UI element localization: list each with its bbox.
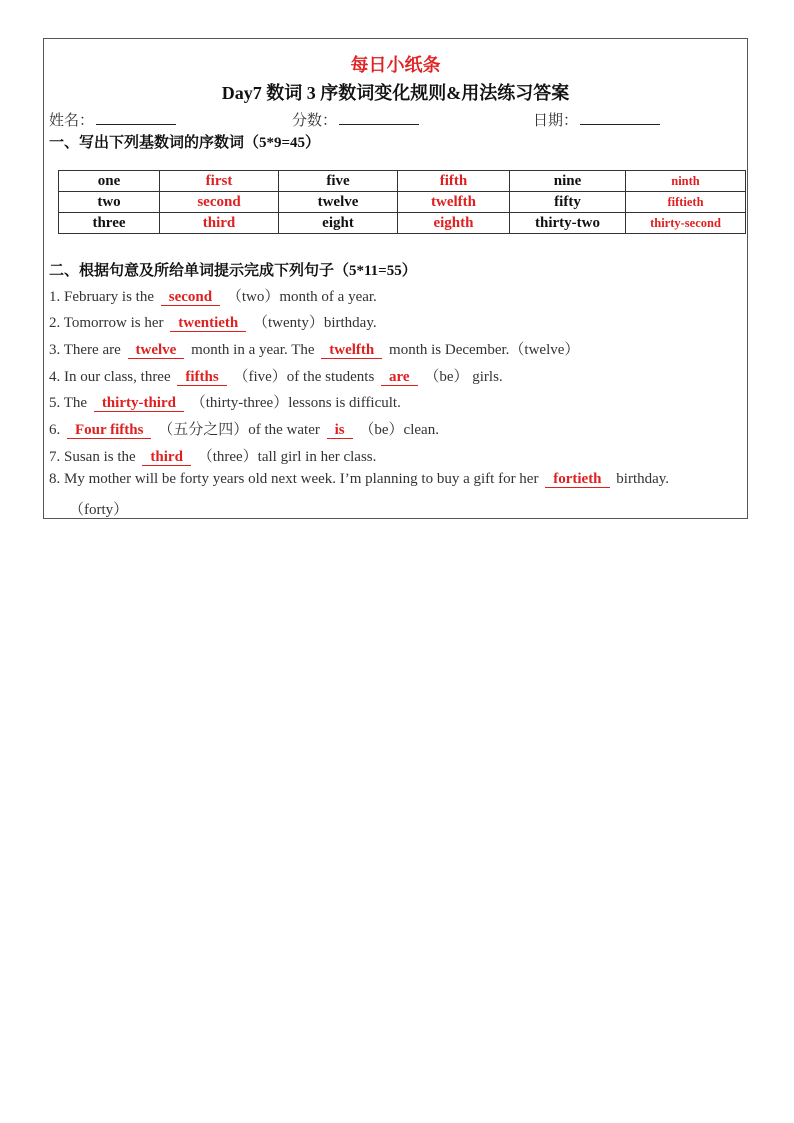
cardinal-cell: nine [510,171,626,192]
ordinal-answer-cell: first [160,171,279,192]
answer-blank: twentieth [170,316,246,332]
sentence-text: 4. In our class, three [49,369,171,385]
ordinal-answer-cell: ninth [626,171,746,192]
sentence-text: （five）of the students [233,369,375,385]
ordinal-answer-cell: fifth [398,171,510,192]
worksheet-title: 每日小纸条 [350,55,441,75]
ordinal-answer-cell: twelfth [398,192,510,213]
cardinal-cell: three [59,213,160,234]
date-label: 日期： [533,113,579,129]
sentence-6 [49,418,439,439]
table-row [59,171,746,192]
sentence-text: month in a year. The [191,342,315,358]
sentence-8-continued [69,498,128,519]
name-blank[interactable] [96,110,176,125]
sentence-text: 5. The [49,395,88,411]
sentence-text: （two）month of a year. [226,289,377,305]
sentence-3 [49,338,579,359]
sentence-8 [49,471,669,488]
sentence-text: （twenty）birthday. [253,315,377,331]
worksheet [43,38,748,519]
ordinal-table [58,170,746,234]
date-blank[interactable] [580,110,660,125]
name-label: 姓名： [49,113,95,129]
section2-heading: 二、根据句意及所给单词提示完成下列句子（5*11=55） [49,263,417,279]
sentence-text: （three）tall girl in her class. [197,449,377,465]
cardinal-cell: twelve [279,192,398,213]
cardinal-cell: five [279,171,398,192]
sentence-1 [49,285,377,306]
score-blank[interactable] [339,110,419,125]
sentence-text: （be）clean. [359,422,439,438]
answer-blank: third [142,450,191,466]
answer-blank: twelve [128,343,185,359]
sentence-text: （be） girls. [424,369,503,385]
worksheet-subtitle: Day7 数词 3 序数词变化规则&用法练习答案 [221,83,570,103]
ordinal-answer-cell: eighth [398,213,510,234]
score-label: 分数： [292,113,338,129]
date-field[interactable] [533,109,660,130]
sentence-text: （五分之四）of the water [158,422,320,438]
sentence-5 [49,391,401,412]
cardinal-cell: eight [279,213,398,234]
answer-blank: are [381,370,418,386]
sentence-text: 8. My mother will be forty years old next week. I’m planning to buy a gift for her [49,471,539,487]
ordinal-answer-cell: third [160,213,279,234]
sentence-text: 6. [49,422,61,438]
section1-heading: 一、写出下列基数词的序数词（5*9=45） [49,135,321,151]
cardinal-cell: one [59,171,160,192]
answer-blank: second [161,290,220,306]
sentence-7 [49,445,376,466]
answer-blank: Four fifths [67,423,151,439]
table-row [59,213,746,234]
ordinal-answer-cell: second [160,192,279,213]
score-field[interactable] [292,109,419,130]
name-field[interactable] [49,109,176,130]
table-row [59,192,746,213]
sentence-text: 2. Tomorrow is her [49,315,164,331]
answer-blank: is [327,423,353,439]
sentence-4 [49,365,503,386]
answer-blank: fortieth [545,472,609,488]
answer-blank: fifths [177,370,226,386]
cardinal-cell: fifty [510,192,626,213]
ordinal-answer-cell: thirty-second [626,213,746,234]
cardinal-cell: thirty-two [510,213,626,234]
cardinal-cell: two [59,192,160,213]
sentence-2 [49,311,377,332]
sentence-text: 1. February is the [49,289,154,305]
sentence-text: month is December.（twelve） [389,342,580,358]
sentence-text: （forty） [69,502,129,518]
sentence-text: birthday. [616,471,670,487]
sentence-text: 7. Susan is the [49,449,136,465]
answer-blank: twelfth [321,343,382,359]
answer-blank: thirty-third [94,396,184,412]
ordinal-answer-cell: fiftieth [626,192,746,213]
sentence-text: 3. There are [49,342,121,358]
sentence-text: （thirty-three）lessons is difficult. [190,395,401,411]
